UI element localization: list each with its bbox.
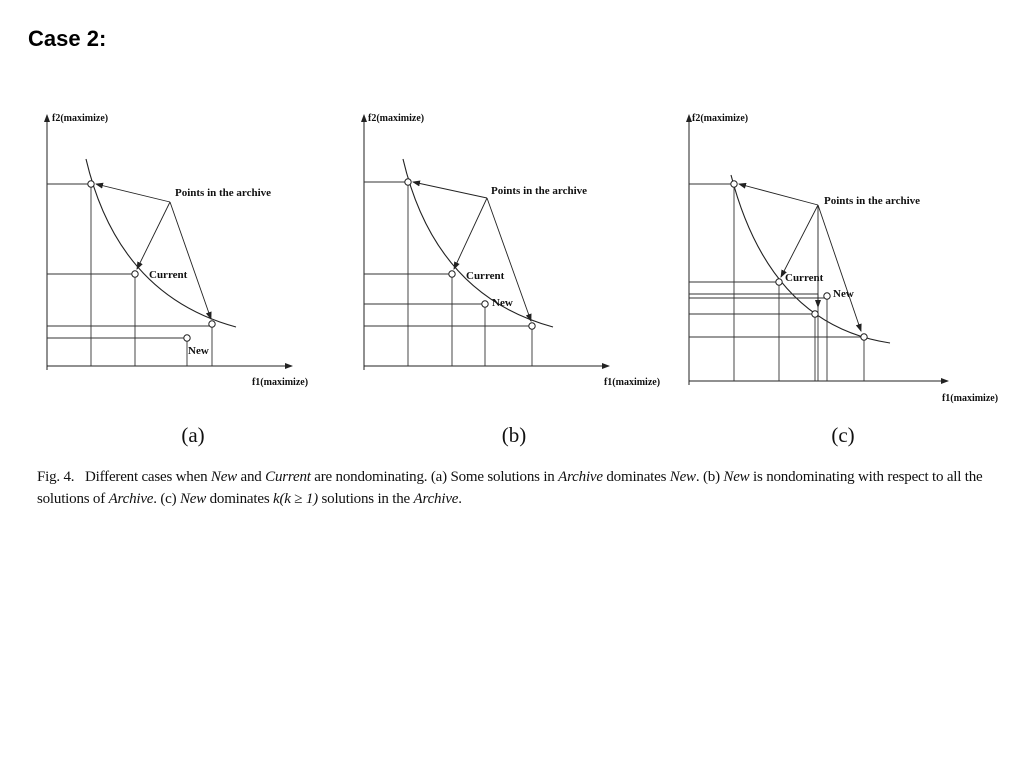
panel-a-current-point <box>132 271 138 277</box>
panel-b-new-label: New <box>492 297 513 309</box>
panel-c-annotation: Points in the archive <box>824 195 921 207</box>
panel-a-arrow-2 <box>137 202 170 269</box>
panel-b-new-point <box>482 301 488 307</box>
panel-a-y-axis-label: f2(maximize) <box>52 113 109 124</box>
panel-a-current-label: Current <box>149 269 188 281</box>
panel-b-y-axis-label: f2(maximize) <box>368 113 425 124</box>
panel-c <box>689 113 998 447</box>
figure-caption: Fig. 4. Different cases when New and Current are nondominating. (a) Some solutions in Archive dominates New. (b) New is nondominating with respect to all the solutions of Archive. (c) New dominates k(k ≥ 1) solutions in the Archive. <box>37 469 983 507</box>
panel-b <box>364 113 660 447</box>
panel-c-archive-point-2 <box>812 311 818 317</box>
panel-b-arrow-1 <box>413 182 487 198</box>
caption-math: k(k ≥ 1) <box>273 491 318 507</box>
panel-b-archive-point-1 <box>405 179 411 185</box>
panel-b-subfigure-label: (b) <box>501 423 527 447</box>
panel-a-x-axis-label: f1(maximize) <box>251 377 309 388</box>
panel-a-archive-point-1 <box>88 181 94 187</box>
panel-a-new-point <box>184 335 190 341</box>
panel-a-new-label: New <box>188 345 209 357</box>
caption-prefix: Fig. 4. <box>37 469 75 485</box>
panel-c-x-axis-label: f1(maximize) <box>941 393 999 404</box>
slide-title: Case 2: <box>28 26 107 51</box>
panel-a-subfigure-label: (a) <box>181 423 205 447</box>
panel-b-current-label: Current <box>466 270 505 282</box>
panel-b-annotation: Points in the archive <box>491 185 588 197</box>
panel-c-arrow-1 <box>739 184 818 205</box>
figure-4 <box>0 95 1024 455</box>
panel-c-arrow-2 <box>781 205 818 277</box>
panel-b-archive-point-3 <box>529 323 535 329</box>
panel-b-x-axis-label: f1(maximize) <box>603 377 661 388</box>
panel-b-current-point <box>449 271 455 277</box>
panel-c-y-axis-label: f2(maximize) <box>692 113 749 124</box>
panel-c-new-label: New <box>833 288 854 300</box>
panel-c-current-point <box>776 279 782 285</box>
panel-a-archive-point-3 <box>209 321 215 327</box>
panel-a-arrow-1 <box>96 184 170 202</box>
panel-c-current-label: Current <box>785 272 824 284</box>
panel-c-new-point <box>824 293 830 299</box>
panel-b-arrow-2 <box>454 198 487 269</box>
panel-c-archive-point-1 <box>731 181 737 187</box>
panel-c-subfigure-label: (c) <box>831 423 855 447</box>
panel-b-guide-lines <box>364 182 532 366</box>
panel-a <box>47 113 308 447</box>
panel-a-pareto-front <box>86 159 236 327</box>
panel-a-arrow-3 <box>170 202 211 319</box>
panel-a-annotation: Points in the archive <box>175 187 272 199</box>
panel-c-archive-point-3 <box>861 334 867 340</box>
panel-c-arrow-4 <box>818 205 861 331</box>
